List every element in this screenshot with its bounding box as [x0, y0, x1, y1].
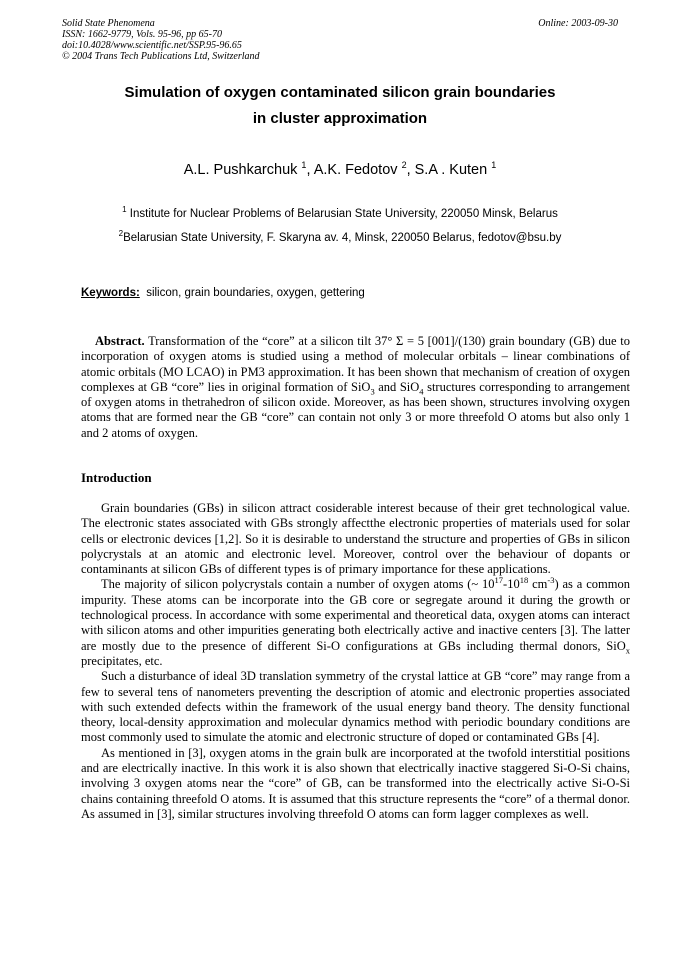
affiliation-text: Institute for Nuclear Problems of Belarusian State University, 220050 Minsk, Belarus: [129, 208, 558, 220]
section-heading-introduction: Introduction: [81, 470, 152, 485]
intro-paragraph-2: [81, 577, 630, 669]
abstract-text-1: Transformation of the “core” at a silicon tilt 37° Σ = 5 [001]/(130) grain boundary (GB) due to incorporation of oxygen atoms is studied using a method of molecular orbitals – linear combinations of atomic orbitals (MO LCAO) in PM3 approximation. It has been shown that mechanism of creation of oxygen complexes at GB “core” lies in original formation of SiO: [81, 334, 630, 394]
copyright-line: © 2004 Trans Tech Publications Ltd, Switzerland: [62, 51, 260, 62]
intro-paragraph-1: Grain boundaries (GBs) in silicon attract cosiderable interest because of their gret technological value. The electronic states associated with GBs strongly affectthe electronic properties of materials used for solar cells or electronic devices [1,2]. So it is desirable to understand the structure and properties of GBs in silicon polycrystals at an atomic and electronic level. Moreover, control over the behaviour of dopants or contaminants at silicon GBs of different types is of primary importance for these applications.: [81, 501, 630, 577]
affiliation-number: 2: [118, 229, 124, 239]
intro-paragraph-3: Such a disturbance of ideal 3D translation symmetry of the crystal lattice at GB “core” may range from a few to several tens of nanometers preventing the description of atomic and electronic properties associated with such extended defects within the framework of the usual energy band theory. The density functional theory, local-density approximation and molecular dynamics method with periodic boundary conditions are most commonly used to simulate the atomic and electronic structure of doped or contaminated GBs [4].: [81, 669, 630, 745]
abstract-text-3: structures corresponding to arrangement of oxygen atoms in thetrahedron of silicon oxide. Moreover, as has been shown, structures involving oxygen atoms that are formed near the GB “core” can contain not only 3 or more threefold O atoms but also only 1 and 2 atoms of oxygen.: [81, 379, 631, 440]
abstract-label: Abstract.: [95, 334, 145, 348]
abstract-text-2: and SiO: [374, 379, 420, 394]
online-date: Online: 2003-09-30: [538, 18, 618, 29]
author-affil-mark: 1: [301, 160, 307, 171]
affiliation-number: 1: [122, 205, 127, 215]
keywords-text: silicon, grain boundaries, oxygen, gettering: [146, 287, 365, 299]
abstract-paragraph: [81, 334, 630, 441]
keywords-label: Keywords:: [81, 287, 140, 299]
affiliation-text: Belarusian State University, F. Skaryna av. 4, Minsk, 220050 Belarus, fedotov@bsu.by: [123, 232, 562, 244]
text-run: cm: [528, 577, 548, 592]
superscript: -3: [547, 575, 555, 586]
author-affil-mark: 2: [401, 160, 407, 171]
author-affil-mark: 1: [491, 160, 497, 171]
author-name: A.L. Pushkarchuk: [183, 162, 298, 178]
authors-line: A.L. Pushkarchuk $^1$, A.K. Fedotov $^2$, S.A . Kuten $^1$: [183, 160, 497, 178]
title-line-2: in cluster approximation: [252, 110, 428, 127]
text-run: precipitates, etc.: [81, 653, 163, 668]
doi-line: doi:10.4028/www.scientific.net/SSP.95-96.65: [62, 40, 242, 51]
subscript: 3: [370, 386, 375, 397]
title-line-1: Simulation of oxygen contaminated silicon grain boundaries: [124, 84, 556, 101]
keywords-line: [81, 287, 621, 299]
superscript: 18: [519, 575, 529, 586]
subscript: x: [625, 645, 630, 656]
superscript: 17: [494, 575, 504, 586]
introduction-body: [81, 501, 630, 822]
paper-title: [62, 80, 618, 132]
author-name: A.K. Fedotov: [313, 162, 398, 178]
text-run: -10: [503, 577, 520, 592]
intro-paragraph-4: As mentioned in [3], oxygen atoms in the grain bulk are incorporated at the twofold interstitial positions and are electrically inactive. In this work it is also shown that electrically inactive staggered Si-O-Si chains, involving 3 oxygen atoms near the “core” of GB, can be transformed into the electrically active Si-O-Si chains containing threefold O atoms. It is assumed that this structure represents the “core” of a thermal donor. As assumed in [3], similar structures involving threefold O atoms can form lagger complexes as well.: [81, 745, 630, 821]
issn-line: ISSN: 1662-9779, Vols. 95-96, pp 65-70: [62, 29, 222, 40]
affiliation-1: [62, 205, 618, 220]
affiliation-2: [62, 229, 618, 244]
subscript: 4: [419, 386, 424, 397]
journal-meta: [62, 18, 618, 62]
journal-name: Solid State Phenomena: [62, 18, 155, 29]
text-run: The majority of silicon polycrystals contain a number of oxygen atoms (~ 10: [101, 577, 495, 592]
abstract: [81, 334, 630, 441]
author-name: S.A . Kuten: [414, 162, 488, 178]
text-run: ) as a common impurity. These atoms can be incorporate into the GB core or segregate around it during the growth or technological process. In accordance with some experimental and theoretical data, oxygen atoms can interact with silicon atoms and other impurities generating both electrically active and inactive centers [3]. The latter are mostly due to the presence of different Si-O configurations at GBs including thermal donors, SiO: [81, 577, 630, 653]
